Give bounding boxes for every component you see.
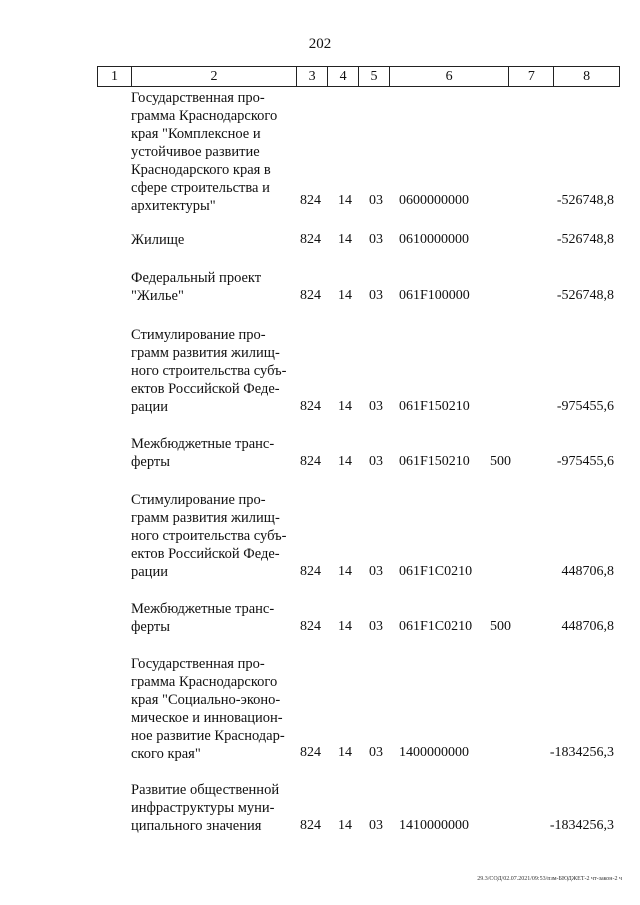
- row-code-6: 061F1C0210: [399, 564, 473, 579]
- row-amount: -975455,6: [556, 454, 614, 469]
- row-code-3: 824: [300, 232, 321, 247]
- header-col-4: 4: [328, 67, 359, 86]
- row-code-3: 824: [300, 193, 321, 208]
- row-name: Межбюджетные транс- ферты: [131, 601, 275, 635]
- row-amount: -526748,8: [556, 193, 614, 208]
- row-code-3: 824: [300, 564, 321, 579]
- row-name: Развитие общественной инфраструктуры муни- ципального значения: [131, 782, 280, 834]
- row-code-5: 03: [369, 232, 383, 247]
- row-code-3: 824: [300, 454, 321, 469]
- header-col-7: 7: [509, 67, 554, 86]
- row-amount: -975455,6: [556, 399, 614, 414]
- row-amount: -1834256,3: [549, 818, 614, 833]
- row-code-3: 824: [300, 288, 321, 303]
- row-code-4: 14: [338, 288, 352, 303]
- row-code-3: 824: [300, 745, 321, 760]
- header-col-5: 5: [359, 67, 390, 86]
- row-code-5: 03: [369, 818, 383, 833]
- row-code-7: 500: [490, 454, 511, 469]
- row-code-6: 061F150210: [399, 399, 470, 414]
- row-name: Государственная про- грамма Краснодарского края "Комплексное и устойчивое развитие Краснодарского края в сфере строительства и архитектуры": [131, 90, 278, 214]
- row-code-4: 14: [338, 193, 352, 208]
- row-amount: 448706,8: [561, 619, 614, 634]
- row-code-5: 03: [369, 619, 383, 634]
- row-code-5: 03: [369, 193, 383, 208]
- row-code-4: 14: [338, 399, 352, 414]
- row-code-6: 0600000000: [399, 193, 469, 208]
- row-code-4: 14: [338, 818, 352, 833]
- row-code-3: 824: [300, 619, 321, 634]
- row-code-6: 0610000000: [399, 232, 469, 247]
- table-header: [97, 66, 620, 87]
- row-code-4: 14: [338, 619, 352, 634]
- row-name: Межбюджетные транс- ферты: [131, 436, 275, 470]
- header-col-1: 1: [98, 67, 132, 86]
- row-code-5: 03: [369, 288, 383, 303]
- row-code-4: 14: [338, 564, 352, 579]
- row-code-7: 500: [490, 619, 511, 634]
- row-code-3: 824: [300, 399, 321, 414]
- header-col-3: 3: [297, 67, 328, 86]
- header-col-2: 2: [132, 67, 297, 86]
- row-code-5: 03: [369, 454, 383, 469]
- row-code-6: 1400000000: [399, 745, 469, 760]
- row-name: Стимулирование про- грамм развития жилищ- ного строительства субъ- ектов Российской Феде- рации: [131, 327, 287, 415]
- row-code-4: 14: [338, 232, 352, 247]
- row-code-6: 1410000000: [399, 818, 469, 833]
- row-name: Федеральный проект "Жилье": [131, 270, 262, 304]
- row-amount: -526748,8: [556, 288, 614, 303]
- row-amount: -1834256,3: [549, 745, 614, 760]
- row-name: Жилище: [131, 232, 185, 248]
- row-code-3: 824: [300, 818, 321, 833]
- row-code-6: 061F1C0210: [399, 619, 473, 634]
- row-code-5: 03: [369, 745, 383, 760]
- row-code-5: 03: [369, 564, 383, 579]
- row-amount: -526748,8: [556, 232, 614, 247]
- row-code-6: 061F150210: [399, 454, 470, 469]
- document-footer: 29.3/СОД/02.07.2021/09:53/пзм-БЮДЖЕТ-2 чт-закон-2 ч: [477, 876, 622, 882]
- row-code-5: 03: [369, 399, 383, 414]
- header-col-8: 8: [583, 68, 591, 84]
- header-col-6: 6: [390, 67, 510, 86]
- page-number: 202: [308, 36, 332, 52]
- row-code-4: 14: [338, 454, 352, 469]
- row-name: Стимулирование про- грамм развития жилищ- ного строительства субъ- ектов Российской Феде- рации: [131, 492, 287, 580]
- row-amount: 448706,8: [561, 564, 614, 579]
- row-code-6: 061F100000: [399, 288, 470, 303]
- row-name: Государственная про- грамма Краснодарского края "Социально-эконо- мическое и инновацион- ное развитие Краснодар- ского края": [131, 656, 285, 762]
- row-code-4: 14: [338, 745, 352, 760]
